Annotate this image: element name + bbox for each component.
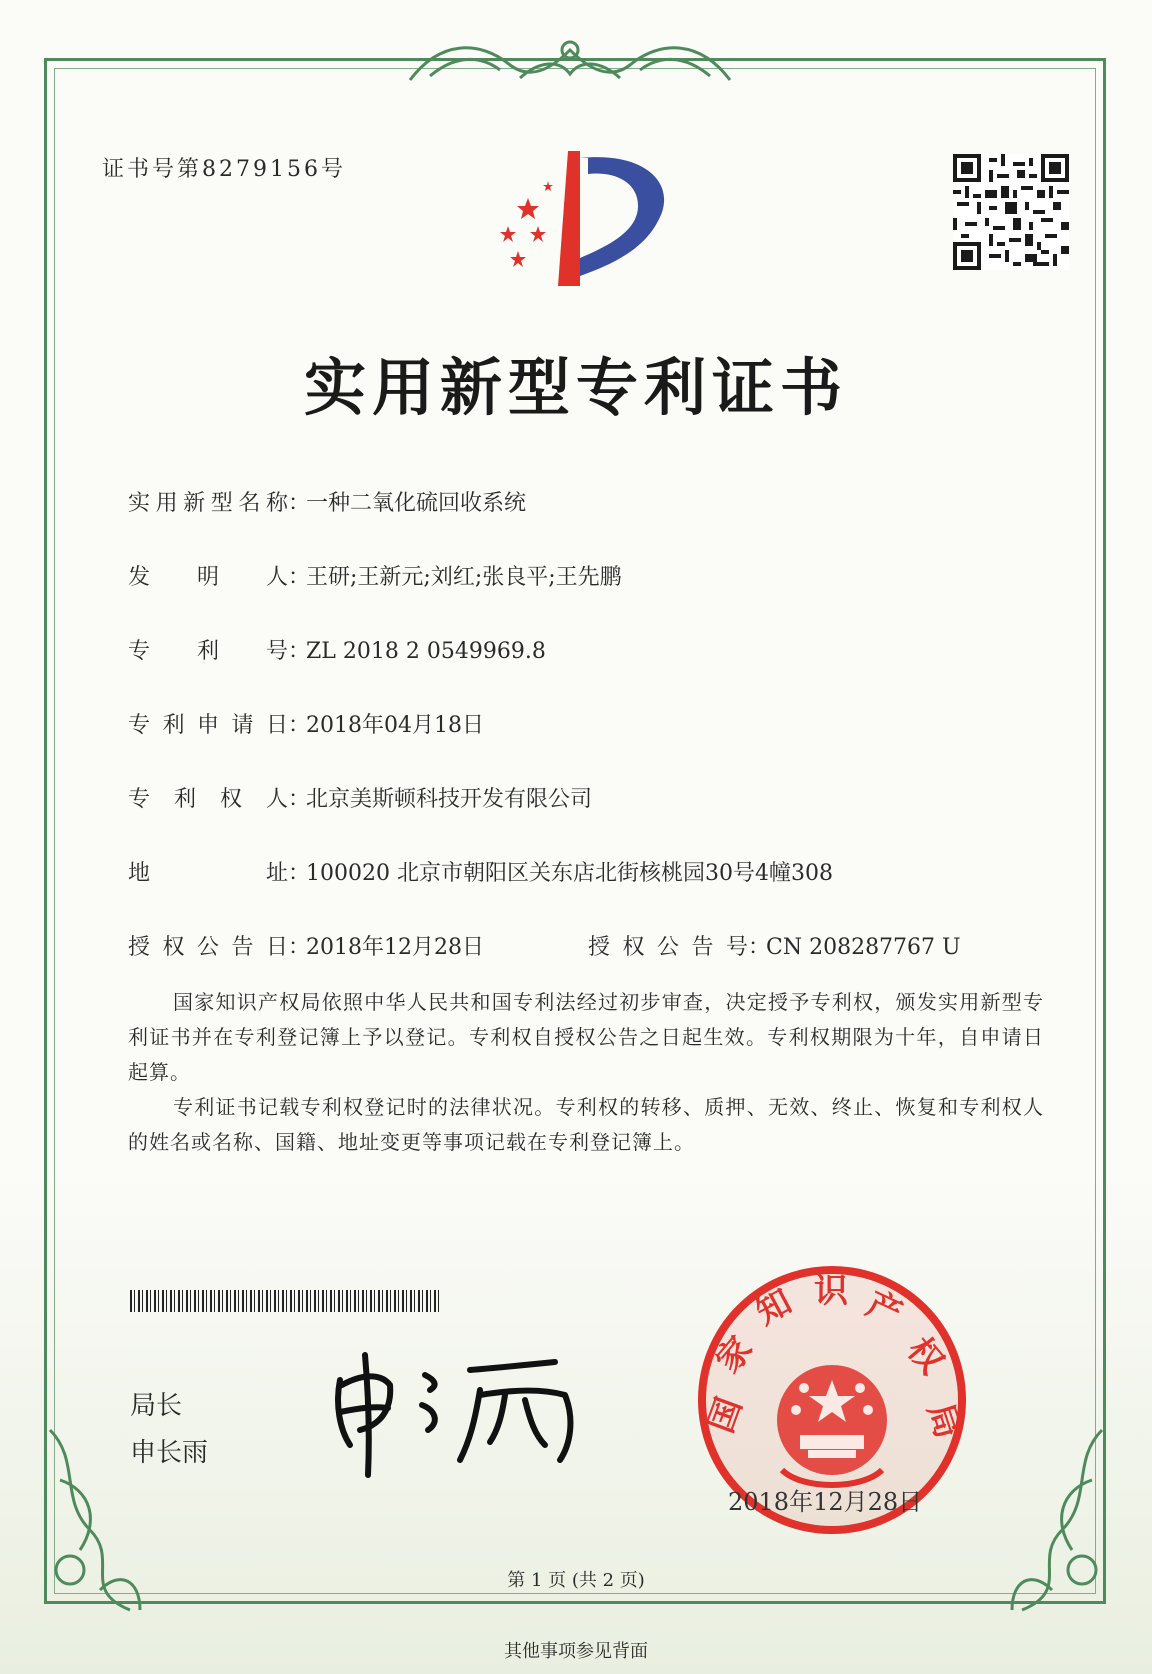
svg-text:权: 权 bbox=[899, 1330, 952, 1382]
patent-holder-row: 专利权人：北京美斯顿科技开发有限公司 bbox=[128, 782, 592, 813]
patent-office-logo-icon bbox=[488, 146, 678, 286]
filing-date-row: 专利申请日：2018年04月18日 bbox=[128, 708, 484, 739]
address-row: 地址：100020 北京市朝阳区关东店北街核桃园30号4幢308 bbox=[128, 856, 833, 887]
top-ornament bbox=[400, 30, 740, 92]
svg-text:家: 家 bbox=[708, 1329, 761, 1381]
grant-date-row: 授权公告日：2018年12月28日 bbox=[128, 930, 484, 961]
field-label: 实用新型名称 bbox=[128, 491, 288, 516]
filing-date: 2018年04月18日 bbox=[306, 713, 484, 738]
utility-model-name-row: 实用新型名称：一种二氧化硫回收系统 bbox=[128, 486, 526, 517]
field-label: 地址 bbox=[128, 861, 288, 886]
address: 100020 北京市朝阳区关东店北街核桃园30号4幢308 bbox=[306, 861, 833, 886]
certificate-number: 证书号第8279156号 bbox=[102, 157, 346, 182]
barcode-icon bbox=[130, 1290, 440, 1312]
field-label: 授权公告号 bbox=[588, 935, 748, 960]
field-label: 发明人 bbox=[128, 565, 288, 590]
svg-text:产: 产 bbox=[860, 1283, 908, 1335]
field-label: 授权公告日 bbox=[128, 935, 288, 960]
patent-number-row: 专利号：ZL 2018 2 0549969.8 bbox=[128, 634, 546, 665]
svg-text:识: 识 bbox=[814, 1271, 848, 1311]
grant-number: CN 208287767 U bbox=[766, 935, 961, 960]
svg-text:局: 局 bbox=[919, 1398, 968, 1444]
field-label: 专利权人 bbox=[128, 787, 288, 812]
seal-date: 2018年12月28日 bbox=[728, 1488, 923, 1516]
qr-code-icon bbox=[953, 154, 1069, 270]
svg-text:国: 国 bbox=[700, 1392, 751, 1439]
inventors: 王研;王新元;刘红;张良平;王先鹏 bbox=[306, 565, 622, 590]
page-indicator: 第 1 页 (共 2 页) bbox=[507, 1570, 645, 1591]
patent-number: ZL 2018 2 0549969.8 bbox=[306, 639, 546, 664]
signature-name: 申长雨 bbox=[130, 1438, 209, 1468]
grant-number-row: 授权公告号：CN 208287767 U bbox=[588, 930, 961, 961]
field-label: 专利号 bbox=[128, 639, 288, 664]
patent-holder: 北京美斯顿科技开发有限公司 bbox=[306, 787, 593, 812]
signature-title: 局长 bbox=[130, 1391, 183, 1421]
field-label: 专利申请日 bbox=[128, 713, 288, 738]
utility-model-name: 一种二氧化硫回收系统 bbox=[306, 491, 527, 516]
back-note: 其他事项参见背面 bbox=[504, 1641, 648, 1662]
handwritten-signature-icon bbox=[330, 1350, 600, 1480]
body-paragraph-1: 国家知识产权局依照中华人民共和国专利法经过初步审查，决定授予专利权，颁发实用新型专利证书并在专利登记簿上予以登记。专利权自授权公告之日起生效。专利权期限为十年，自申请日起算。 bbox=[128, 990, 1044, 1084]
svg-text:知: 知 bbox=[749, 1281, 799, 1333]
grant-date: 2018年12月28日 bbox=[306, 935, 484, 960]
inventor-row: 发明人：王研;王新元;刘红;张良平;王先鹏 bbox=[128, 560, 622, 591]
certificate-title: 实用新型专利证书 bbox=[303, 351, 848, 424]
body-paragraph-2: 专利证书记载专利权登记时的法律状况。专利权的转移、质押、无效、终止、恢复和专利权人的姓名或名称、国籍、地址变更等事项记载在专利登记簿上。 bbox=[128, 1095, 1044, 1154]
